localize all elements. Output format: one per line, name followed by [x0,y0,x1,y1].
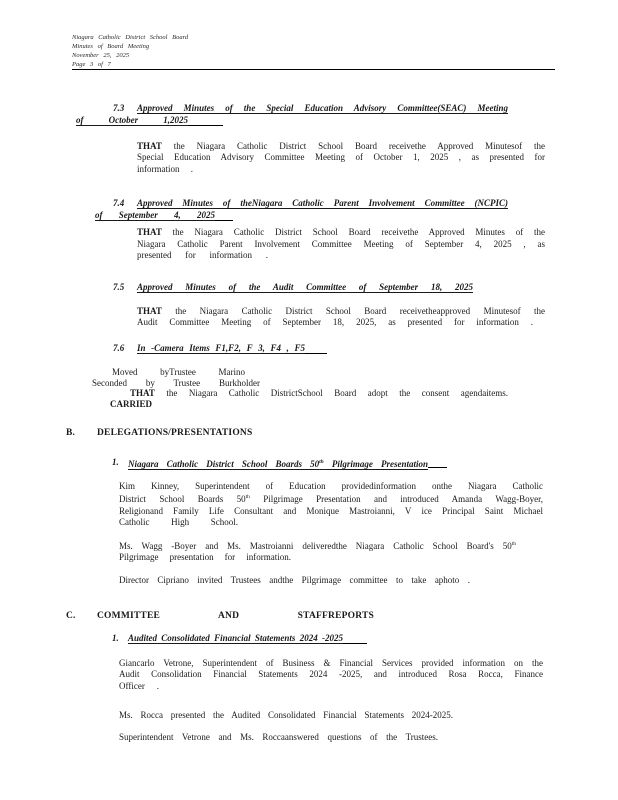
motion-keyword: THAT [137,227,162,237]
motion-text-line [137,306,545,318]
ordinal-superscript: th [319,459,324,465]
motion-text-line: Special Education Advisory Committee Meeting of October 1, 2025 , as presented for [137,152,545,163]
motion-text: the Niagara Catholic DistrictSchool Board adopt the consent agendaitems. [154,388,508,398]
seconded-by-line: Seconded by Trustee Burkholder [92,377,260,388]
item-number-7-6: 7.6 [113,343,125,353]
motion-text: the Niagara Catholic District School Board receivethe Approved Minutesof the [161,140,545,151]
motion-text-line: presented for information . [137,250,268,261]
ordinal-superscript: th [245,494,250,501]
item-7-6-heading: In -Camera Items F1,F2, F 3, F4 , F5 [137,343,305,353]
item-7-3-heading-line1: Approved Minutes of the Special Education Advisory Committee(SEAC) Meeting [137,103,508,113]
ordinal-superscript: th [511,540,516,547]
item-7-4-heading-line1: Approved Minutes of theNiagara Catholic Parent Involvement Committee (NCPIC) [137,198,508,208]
item-7-4-heading-line2: of September 4, 2025 [95,209,215,220]
section-c-title: COMMITTEE AND STAFFREPORTS [97,611,374,621]
underline-tail [305,343,327,354]
item-number-7-3: 7.3 [113,103,125,113]
c1-paragraph-3: Superintendent Vetrone and Ms. Roccaanswered questions of the Trustees. [119,731,438,742]
item-7-3-motion-paragraph [137,141,545,176]
body-text-line [119,539,516,553]
underline-tail [188,115,223,126]
body-text-line: Religionand Family Life Consultant and Monique Mastroianni, V ice Principal Saint Michael [119,505,543,516]
motion-text-line [137,141,545,153]
item-7-5-heading: Approved Minutes of the Audit Committee of September 18, 2025 [137,282,473,292]
motion-keyword: THAT [137,305,162,316]
b1-paragraph-2 [119,539,543,564]
motion-keyword: THAT [137,140,162,151]
body-text-line [119,492,543,506]
motion-text-line: Niagara Catholic Parent Involvement Committee Meeting of September 4, 2025 , as [137,238,545,249]
item-c1-heading: Audited Consolidated Financial Statements 2024 -2025 [128,633,343,643]
motion-text-line: Audit Committee Meeting of September 18, 2025, as presented for information . [137,317,533,328]
underline-tail [428,457,447,468]
motion-text-line: information . [137,163,193,174]
body-text-line: Giancarlo Vetrone, Superintendent of Business & Financial Services provided information on the [119,657,543,668]
page-header [72,33,188,69]
section-c-letter: C. [66,611,76,621]
b1-paragraph-3: Director Cipriano invited Trustees andthe Pilgrimage committee to take aphoto . [119,574,470,585]
body-text-line: Kim Kinney, Superintendent of Education providedinformation onthe Niagara Catholic [119,480,543,491]
body-text-line: Catholic High School. [119,517,238,528]
motion-text-line [137,227,545,239]
body-text: Ms. Wagg -Boyer and Ms. Mastroianni deliveredthe Niagara Catholic School Board's 50 [119,540,512,551]
moved-by-line: Moved byTrustee Marino [112,367,245,377]
motion-keyword: THAT [130,388,155,398]
body-text-line: Audit Consolidation Financial Statements 2024 -2025, and introduced Rosa Rocca, Finance [119,669,543,680]
heading-text: Niagara Catholic District School Boards 50 [128,459,320,469]
item-number-c1: 1. [112,633,119,643]
carried-label: CARRIED [110,398,153,409]
consent-motion-line [130,388,508,400]
heading-text: Pilgrimage Presentation [323,459,428,469]
underline-tail [215,210,233,221]
underline-tail [343,633,367,644]
body-text-line: Pilgrimage presentation for information. [119,552,291,563]
body-text-line: Officer . [119,680,159,691]
c1-paragraph-1 [119,658,543,693]
item-number-7-5: 7.5 [113,282,125,292]
motion-text: the Niagara Catholic District School Board receivetheapproved Minutesof the [161,305,545,316]
minutes-title-line: Minutes of Board Meeting [72,43,150,50]
item-7-3-heading-line2: of October 1,2025 [76,114,188,125]
page-number-line: Page 3 of 7 [72,61,111,68]
motion-text: the Niagara Catholic District School Board receivethe Approved Minutes of the [161,227,545,237]
b1-paragraph-1 [119,481,543,529]
item-7-5-motion-paragraph [137,306,545,329]
section-b-letter: B. [66,428,76,438]
board-name-line: Niagara Catholic District School Board [72,34,189,41]
header-divider [72,69,555,70]
body-text: District School Boards 50 [119,494,246,505]
item-number-7-4: 7.4 [113,198,125,208]
c1-paragraph-2: Ms. Rocca presented the Audited Consolidated Financial Statements 2024-2025. [119,709,453,720]
section-b-title: DELEGATIONS/PRESENTATIONS [97,428,253,438]
item-7-4-motion-paragraph [137,227,545,262]
item-b1-heading [128,457,428,471]
body-text: Pilgrimage Presentation and introduced Amanda Wagg-Boyer, [249,494,543,505]
meeting-date-line: November 25, 2025 [72,52,130,59]
item-number-b1: 1. [112,457,119,467]
